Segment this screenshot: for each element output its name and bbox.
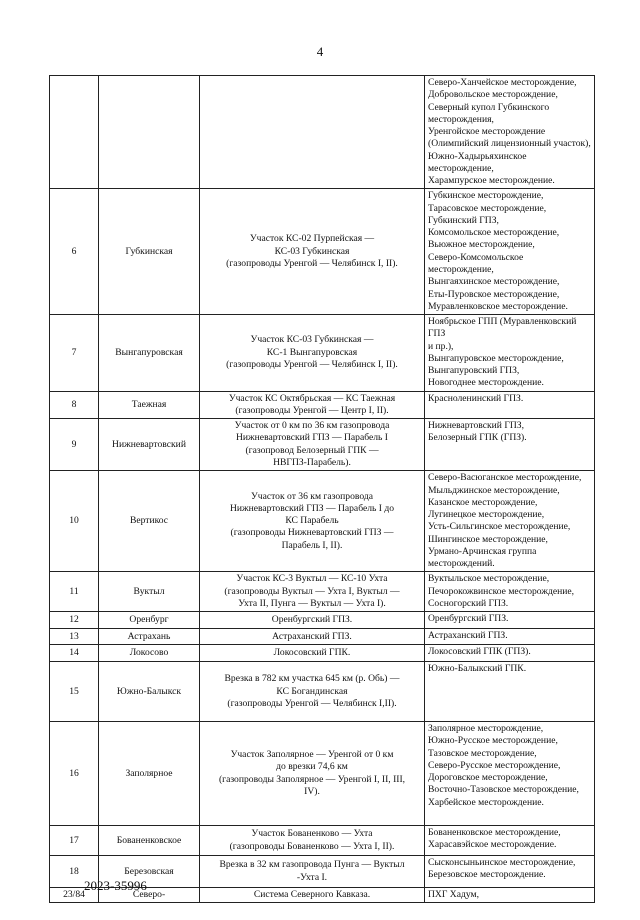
source-line: Уренгойское месторождение <box>428 126 546 138</box>
source-line: Вуктыльское месторождение, <box>428 573 550 585</box>
source-list <box>425 662 595 722</box>
source-line: Северный купол Губкинского <box>428 101 550 113</box>
source-line: Сысконсыньинское месторождение, <box>428 857 576 869</box>
pipeline-section <box>200 612 425 629</box>
row-number: 16 <box>50 722 99 826</box>
pipeline-section <box>200 645 425 662</box>
section-line: Парабель I, II). <box>281 539 343 551</box>
pipeline-section <box>200 572 425 612</box>
source-line: Березовское месторождение. <box>428 869 546 881</box>
source-line: Оренбургский ГПЗ. <box>428 613 509 625</box>
pipeline-section <box>200 856 425 888</box>
source-list <box>425 856 595 888</box>
point-name: Южно-Балыкск <box>99 662 200 722</box>
point-name: Оренбург <box>99 612 200 629</box>
section-line: (газопровод Белозерный ГПК — <box>245 444 379 456</box>
point-name: Астрахань <box>99 629 200 645</box>
section-line: (газопроводы Вуктыл — Ухта I, Вуктыл — <box>224 585 400 597</box>
section-line: КС-03 Губкинская <box>274 245 350 257</box>
source-line: Северо-Ханчейское месторождение, <box>428 77 577 88</box>
source-line: Мыльджинское месторождение, <box>428 484 560 496</box>
pipeline-section <box>200 76 425 189</box>
pipeline-section <box>200 189 425 315</box>
source-line: Ноябрьское ГПП (Муравленковский ГПЗ <box>428 316 577 340</box>
source-line: Усть-Сильгинское месторождение, <box>428 521 571 533</box>
section-line: до врезки 74,6 км <box>276 761 348 773</box>
table-row <box>50 189 595 315</box>
pipeline-section <box>200 662 425 722</box>
section-line: Астраханский ГПЗ. <box>272 630 352 642</box>
source-line: Нижневартовский ГПЗ, <box>428 420 525 432</box>
table-row <box>50 826 595 856</box>
row-number: 8 <box>50 391 99 419</box>
table-row <box>50 471 595 572</box>
point-name: Заполярное <box>99 722 200 826</box>
source-list <box>425 189 595 315</box>
section-line: Нижневартовский ГПЗ — Парабель I <box>235 432 389 444</box>
source-line: Лугинецкое месторождение, <box>428 509 545 521</box>
row-number: 6 <box>50 189 99 315</box>
section-line: (газопроводы Нижневартовский ГПЗ — <box>230 527 394 539</box>
pipeline-section <box>200 826 425 856</box>
source-line: Харампурское месторождение. <box>428 175 555 187</box>
section-line: Участок от 0 км по 36 км газопровода <box>234 420 390 432</box>
section-line: (газопроводы Заполярное — Уренгой I, II, III, <box>218 773 406 785</box>
source-line: Восточно-Тазовское месторождение, <box>428 784 579 796</box>
source-line: Тарасовское месторождение, <box>428 202 547 214</box>
source-line: Еты-Пуровское месторождение, <box>428 288 560 300</box>
source-line: Новогоднее месторождение. <box>428 377 544 389</box>
source-line: Комсомольское месторождение, <box>428 227 560 239</box>
source-line: месторождений. <box>428 558 495 570</box>
source-list <box>425 419 595 471</box>
point-name: Таежная <box>99 391 200 419</box>
section-line: (газопроводы Бованенково — Ухта I, II). <box>229 840 395 852</box>
row-number: 18 <box>50 856 99 888</box>
source-line: Северо-Васюганское месторождение, <box>428 472 582 484</box>
section-line: Участок Заполярное — Уренгой от 0 км <box>230 749 394 761</box>
section-line: Участок КС-3 Вуктыл — КС-10 Ухта <box>236 573 388 585</box>
source-list <box>425 391 595 419</box>
source-line: и пр.), <box>428 340 454 352</box>
source-line: Тазовское месторождение, <box>428 747 537 759</box>
source-list <box>425 572 595 612</box>
section-line: (газопроводы Уренгой — Челябинск I, II). <box>226 358 398 370</box>
section-line: (газопроводы Уренгой — Челябинск I, II). <box>226 257 398 269</box>
source-line: Красноленинский ГПЗ. <box>428 392 524 404</box>
table-row <box>50 645 595 662</box>
source-line: Добровольское месторождение, <box>428 89 558 101</box>
source-line: Казанское месторождение, <box>428 496 538 508</box>
source-line: Харбейское месторождение. <box>428 796 544 808</box>
source-line: Вынгапуровское месторождение, <box>428 352 564 364</box>
source-line: (Олимпийский лицензионный участок), <box>428 138 591 150</box>
source-list <box>425 826 595 856</box>
table-row <box>50 612 595 629</box>
source-line: Урмано-Арчинская группа <box>428 545 537 557</box>
table-row <box>50 662 595 722</box>
table-row <box>50 722 595 826</box>
point-name <box>99 76 200 189</box>
row-number <box>50 76 99 189</box>
source-line: месторождения, <box>428 113 494 125</box>
row-number: 14 <box>50 645 99 662</box>
source-line: Дороговское месторождение, <box>428 772 548 784</box>
source-list <box>425 888 595 903</box>
source-list <box>425 722 595 826</box>
source-line: Локосовский ГПК (ГПЗ). <box>428 646 531 658</box>
section-line: Участок КС Октябрьская — КС Таежная <box>228 392 396 404</box>
source-line: ПХГ Хадум, <box>428 889 480 901</box>
section-line: -Ухта I. <box>296 871 328 883</box>
source-list <box>425 315 595 392</box>
source-list <box>425 471 595 572</box>
section-line: КС Богандинская <box>276 685 348 697</box>
section-line: Оренбургский ГПЗ. <box>271 614 353 626</box>
table-row <box>50 419 595 471</box>
section-line: (газопроводы Уренгой — Челябинск I,II). <box>227 697 397 709</box>
row-number: 9 <box>50 419 99 471</box>
section-line: КС Парабель <box>285 515 339 527</box>
source-line: Губкинское месторождение, <box>428 190 544 202</box>
source-line: Южно-Балыкский ГПК. <box>428 663 527 675</box>
table-row <box>50 391 595 419</box>
source-line: Печорокожвинское месторождение, <box>428 585 575 597</box>
source-line: Вынгаяхинское месторождение, <box>428 276 560 288</box>
pipeline-section <box>200 471 425 572</box>
source-line: Северо-Комсомольское месторождение, <box>428 251 524 275</box>
point-name: Губкинская <box>99 189 200 315</box>
source-line: Шингинское месторождение, <box>428 533 548 545</box>
section-line: Ухта II, Пунга — Вуктыл — Ухта I). <box>238 597 386 609</box>
source-line: Губкинский ГПЗ, <box>428 214 499 226</box>
pipeline-section <box>200 419 425 471</box>
point-name: Вуктыл <box>99 572 200 612</box>
table-row <box>50 315 595 392</box>
source-line: Сосногорский ГПЗ. <box>428 597 509 609</box>
source-line: Муравленковское месторождение. <box>428 300 568 312</box>
section-line: IV). <box>304 785 320 797</box>
source-list <box>425 612 595 629</box>
section-line: Локосовский ГПК. <box>273 647 351 659</box>
row-number: 17 <box>50 826 99 856</box>
document-code: 2023-35996 <box>84 878 147 893</box>
pipeline-section <box>200 315 425 392</box>
row-number: 10 <box>50 471 99 572</box>
point-name: Бованенковское <box>99 826 200 856</box>
pipeline-section <box>200 888 425 903</box>
table-row <box>50 76 595 189</box>
source-list <box>425 76 595 189</box>
source-line: Южно-Русское месторождение, <box>428 735 558 747</box>
source-line: Харасавэйское месторождение. <box>428 839 557 851</box>
point-name: Березовская <box>99 856 200 888</box>
gas-points-table <box>49 75 595 903</box>
section-line: Нижневартовский ГПЗ — Парабель I до <box>229 502 395 514</box>
source-list <box>425 645 595 662</box>
row-number: 7 <box>50 315 99 392</box>
row-number: 23/84 <box>50 888 99 903</box>
source-list <box>425 629 595 645</box>
section-line: Участок от 36 км газопровода <box>250 490 373 502</box>
section-line: Врезка в 782 км участка 645 км (р. Обь) — <box>224 673 400 685</box>
section-line: Участок Бованенково — Ухта <box>251 828 373 840</box>
pipeline-section <box>200 722 425 826</box>
source-line: Заполярное месторождение, <box>428 723 544 735</box>
source-line: Южно-Хадырьяхинское месторождение, <box>428 150 527 174</box>
source-line: Северо-Русское месторождение, <box>428 759 561 771</box>
section-line: КС-1 Вынгапуровская <box>266 346 358 358</box>
section-line: Участок КС-03 Губкинская — <box>250 334 374 346</box>
point-name: Северо- <box>99 888 200 903</box>
table-row <box>50 629 595 645</box>
source-line: Белозерный ГПК (ГПЗ). <box>428 432 527 444</box>
page-number: 4 <box>316 44 324 59</box>
row-number: 12 <box>50 612 99 629</box>
section-line: НВГПЗ-Парабель). <box>273 456 351 468</box>
point-name: Локосово <box>99 645 200 662</box>
section-line: Участок КС-02 Пурпейская — <box>249 233 375 245</box>
point-name: Вертикос <box>99 471 200 572</box>
source-line: Бованенковское месторождение, <box>428 827 561 839</box>
source-line: Вьюжное месторождение, <box>428 239 535 251</box>
pipeline-section <box>200 391 425 419</box>
table-row <box>50 572 595 612</box>
pipeline-section <box>200 629 425 645</box>
row-number: 11 <box>50 572 99 612</box>
row-number: 15 <box>50 662 99 722</box>
source-line: Вынгапуровский ГПЗ, <box>428 365 520 377</box>
point-name: Вынгапуровская <box>99 315 200 392</box>
section-line: (газопроводы Уренгой — Центр I, II). <box>235 404 389 416</box>
row-number: 13 <box>50 629 99 645</box>
section-line: Система Северного Кавказа. <box>253 889 371 901</box>
point-name: Нижневартовский <box>99 419 200 471</box>
source-line: Астраханский ГПЗ. <box>428 630 508 642</box>
section-line: Врезка в 32 км газопровода Пунга — Вуктыл <box>219 859 405 871</box>
